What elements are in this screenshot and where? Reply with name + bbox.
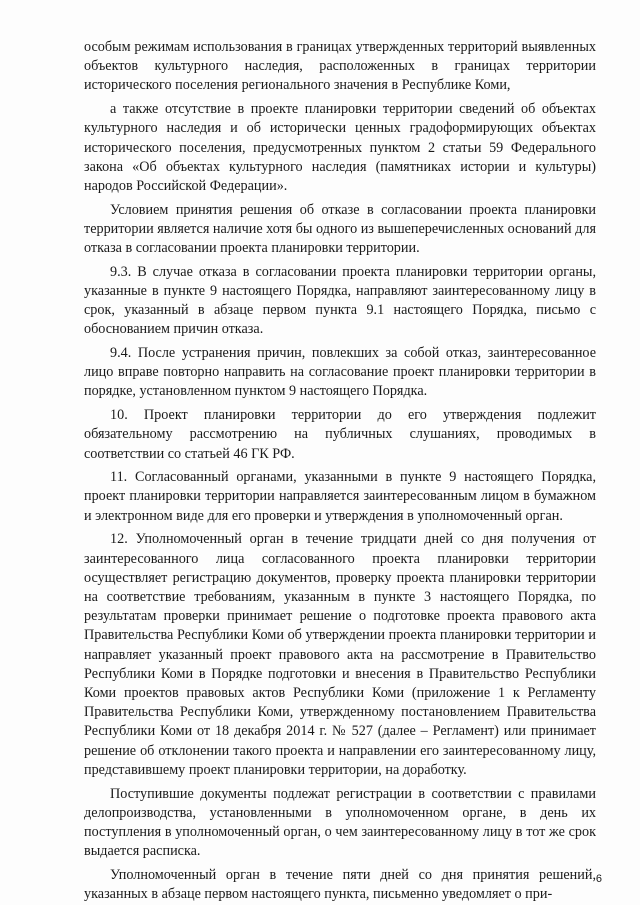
paragraph-12: 12. Уполномоченный орган в течение тридцати дней со дня получения от заинтересованного лица согласованного проекта планировки территории осуществляет регистрацию документов, проверку проекта планировки территории на соответствие требованиям, указанным в пункте 3 настоящего Порядка, по результатам проверки принимает решение о подготовке проекта правового акта Правительства Республики Коми об утверждении проекта планировки территории и направляет указанный проект правового акта на рассмотрение в Правительство Республики Коми в Порядке подготовки и внесения в Правительство Республики Коми проектов правовых актов Республики Коми (приложение 1 к Регламенту Правительства Республики Коми, утвержденному постановлением Правительства Республики Коми от 18 декабря 2014 г. № 527 (далее – Регламент) или принимает решение об отклонении такого проекта и направлении его заинтересованному лицу, представившему проект планировки территории, на доработку.	[84, 531, 596, 778]
paragraph-14: Уполномоченный орган в течение пяти дней со дня принятия решений, указанных в абзаце первом настоящего пункта, письменно уведомляет о при-	[84, 866, 596, 903]
paragraph-9-4: 9.4. После устранения причин, повлекших за собой отказ, заинтересованное лицо вправе повторно направить на согласование проект планировки территории в порядке, установленном пунктом 9 настоящего Порядка.	[84, 345, 596, 400]
paragraph-2: а также отсутствие в проекте планировки территории сведений об объектах культурного наследия и об исторически ценных градоформирующих объектах исторического поселения, предусмотренных пунктом 2 статьи 59 Федерального закона «Об объектах культурного наследия (памятниках истории и культуры) народов Российской Федерации».	[84, 101, 596, 194]
paragraph-9-3: 9.3. В случае отказа в согласовании проекта планировки территории органы, указанные в пункте 9 настоящего Порядка, направляют заинтересованному лицу в срок, указанный в абзаце первом пункта 9.1 настоящего Порядка, письмо с обоснованием причин отказа.	[84, 263, 596, 338]
paragraph-13: Поступившие документы подлежат регистрации в соответствии с правилами делопроизводства, установленными в уполномоченном органе, в день их поступления в уполномоченный орган, о чем заинтересованному лицу в тот же срок выдается расписка.	[84, 785, 596, 860]
paragraph-1: особым режимам использования в границах утвержденных территорий выявленных объектов культурного наследия, расположенных в границах территории исторического поселения регионального значения в Республике Коми,	[84, 39, 596, 94]
paragraph-10: 10. Проект планировки территории до его утверждения подлежит обязательному рассмотрению на публичных слушаниях, проводимых в соответствии со статьей 46 ГК РФ.	[84, 407, 596, 462]
page-number: 6	[595, 873, 602, 885]
paragraph-11: 11. Согласованный органами, указанными в пункте 9 настоящего Порядка, проект планировки территории направляется заинтересованным лицом в бумажном и электронном виде для его проверки и утверждения в уполномоченный орган.	[84, 469, 596, 524]
document-body	[84, 38, 596, 909]
paragraph-3: Условием принятия решения об отказе в согласовании проекта планировки территории является наличие хотя бы одного из вышеперечисленных оснований для отказа в согласовании проекта планировки территории.	[84, 201, 596, 257]
